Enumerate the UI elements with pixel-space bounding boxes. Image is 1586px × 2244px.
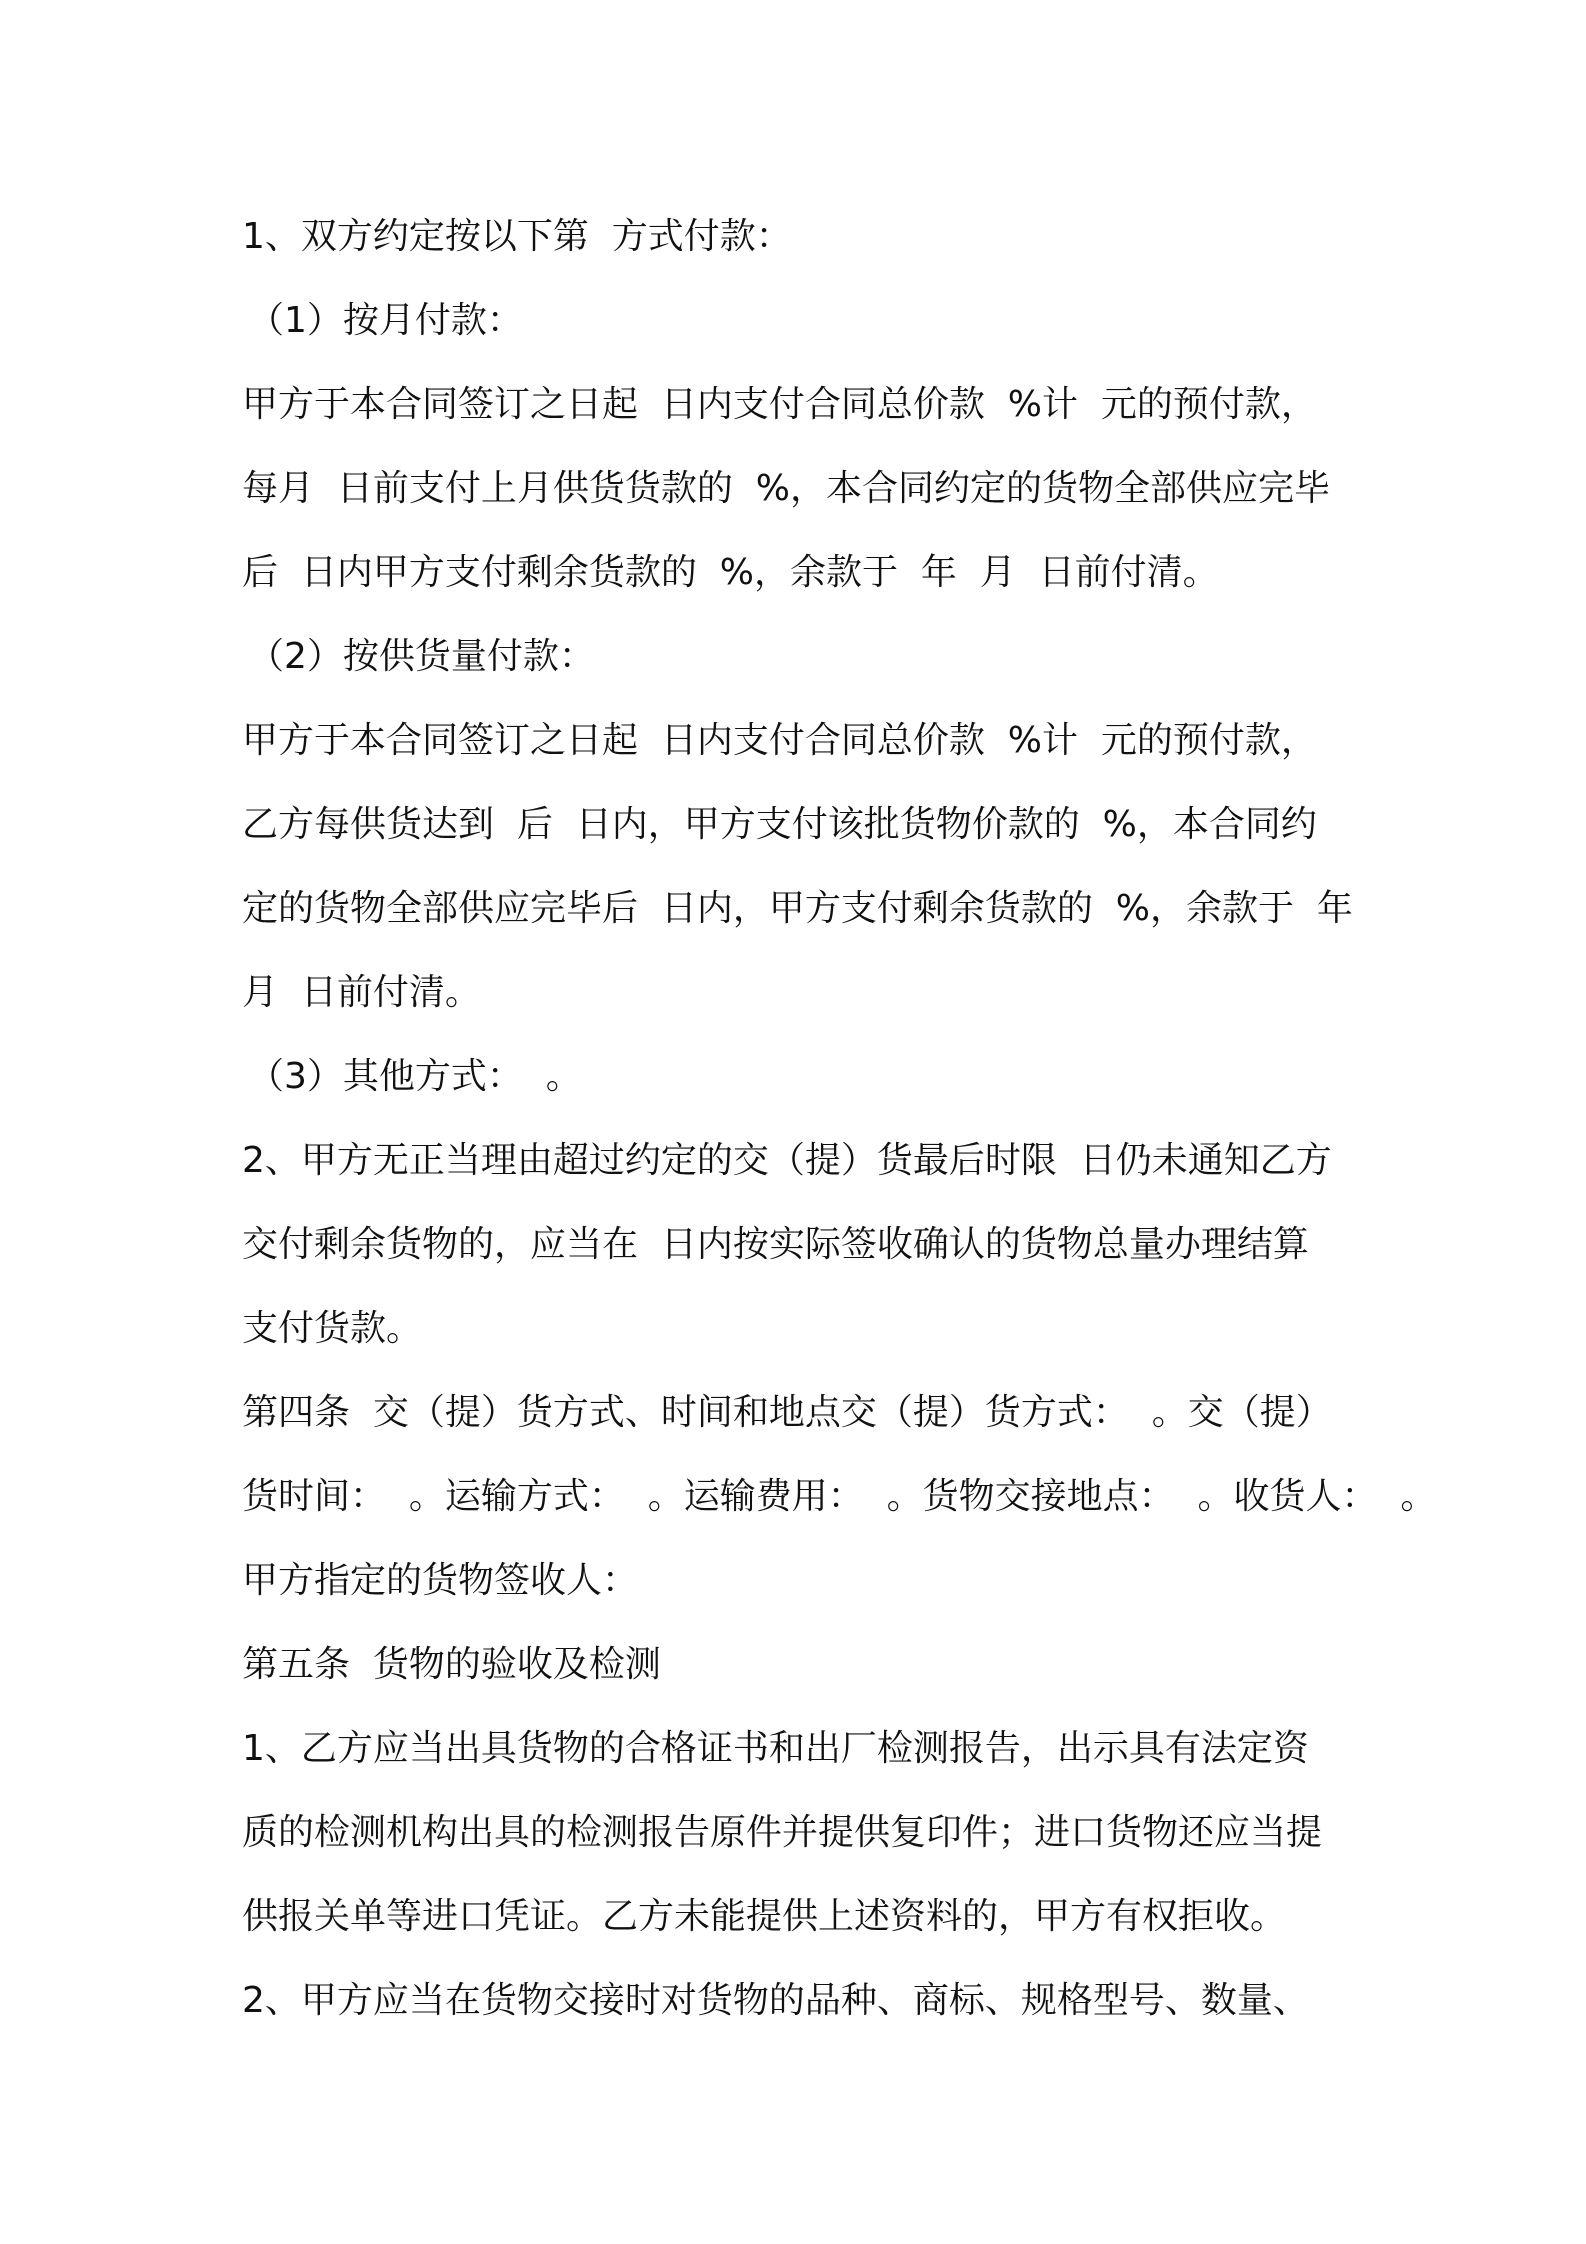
monthly-payment-text-3: 后 日内甲方支付剩余货款的 %，余款于 年 月 日前付清。	[242, 552, 1219, 593]
article-four-text-3: 甲方指定的货物签收人：	[242, 1560, 639, 1601]
article-five-clause-1-text-1: 1、乙方应当出具货物的合格证书和出厂检测报告，出示具有法定资	[242, 1728, 1309, 1769]
article-five-clause-1-text-3: 供报关单等进口凭证。乙方未能提供上述资料的，甲方有权拒收。	[242, 1896, 1287, 1937]
clause-settlement-text-3: 支付货款。	[242, 1308, 423, 1349]
subclause-quantity-payment: （2）按供货量付款：	[248, 636, 595, 677]
monthly-payment-text-2: 每月 日前支付上月供货货款的 %，本合同约定的货物全部供应完毕	[242, 468, 1330, 509]
quantity-payment-text-2: 乙方每供货达到 后 日内，甲方支付该批货物价款的 %，本合同约	[242, 804, 1317, 845]
quantity-payment-text-3: 定的货物全部供应完毕后 日内，甲方支付剩余货款的 %，余款于 年	[242, 888, 1353, 929]
article-five-clause-1-text-2: 质的检测机构出具的检测报告原件并提供复印件；进口货物还应当提	[242, 1812, 1323, 1853]
article-four-text-2: 货时间： 。运输方式： 。运输费用： 。货物交接地点： 。收货人： 。	[242, 1476, 1437, 1517]
quantity-payment-text-4: 月 日前付清。	[242, 972, 481, 1013]
article-four-text-1: 第四条 交（提）货方式、时间和地点交（提）货方式： 。交（提）	[242, 1392, 1332, 1433]
clause-settlement-text-1: 2、甲方无正当理由超过约定的交（提）货最后时限 日仍未通知乙方	[242, 1140, 1332, 1181]
subclause-monthly-payment: （1）按月付款：	[248, 300, 523, 341]
clause-settlement-text-2: 交付剩余货物的，应当在 日内按实际签收确认的货物总量办理结算	[242, 1224, 1309, 1265]
article-five-clause-2-text-1: 2、甲方应当在货物交接时对货物的品种、商标、规格型号、数量、	[242, 1980, 1309, 2021]
subclause-other-payment: （3）其他方式： 。	[248, 1056, 582, 1097]
clause-payment-method: 1、双方约定按以下第 方式付款：	[242, 216, 792, 257]
document-body	[242, 195, 1437, 2043]
article-five-title: 第五条 货物的验收及检测	[242, 1644, 661, 1685]
quantity-payment-text-1: 甲方于本合同签订之日起 日内支付合同总价款 %计 元的预付款，	[242, 720, 1317, 761]
monthly-payment-text-1: 甲方于本合同签订之日起 日内支付合同总价款 %计 元的预付款，	[242, 384, 1317, 425]
